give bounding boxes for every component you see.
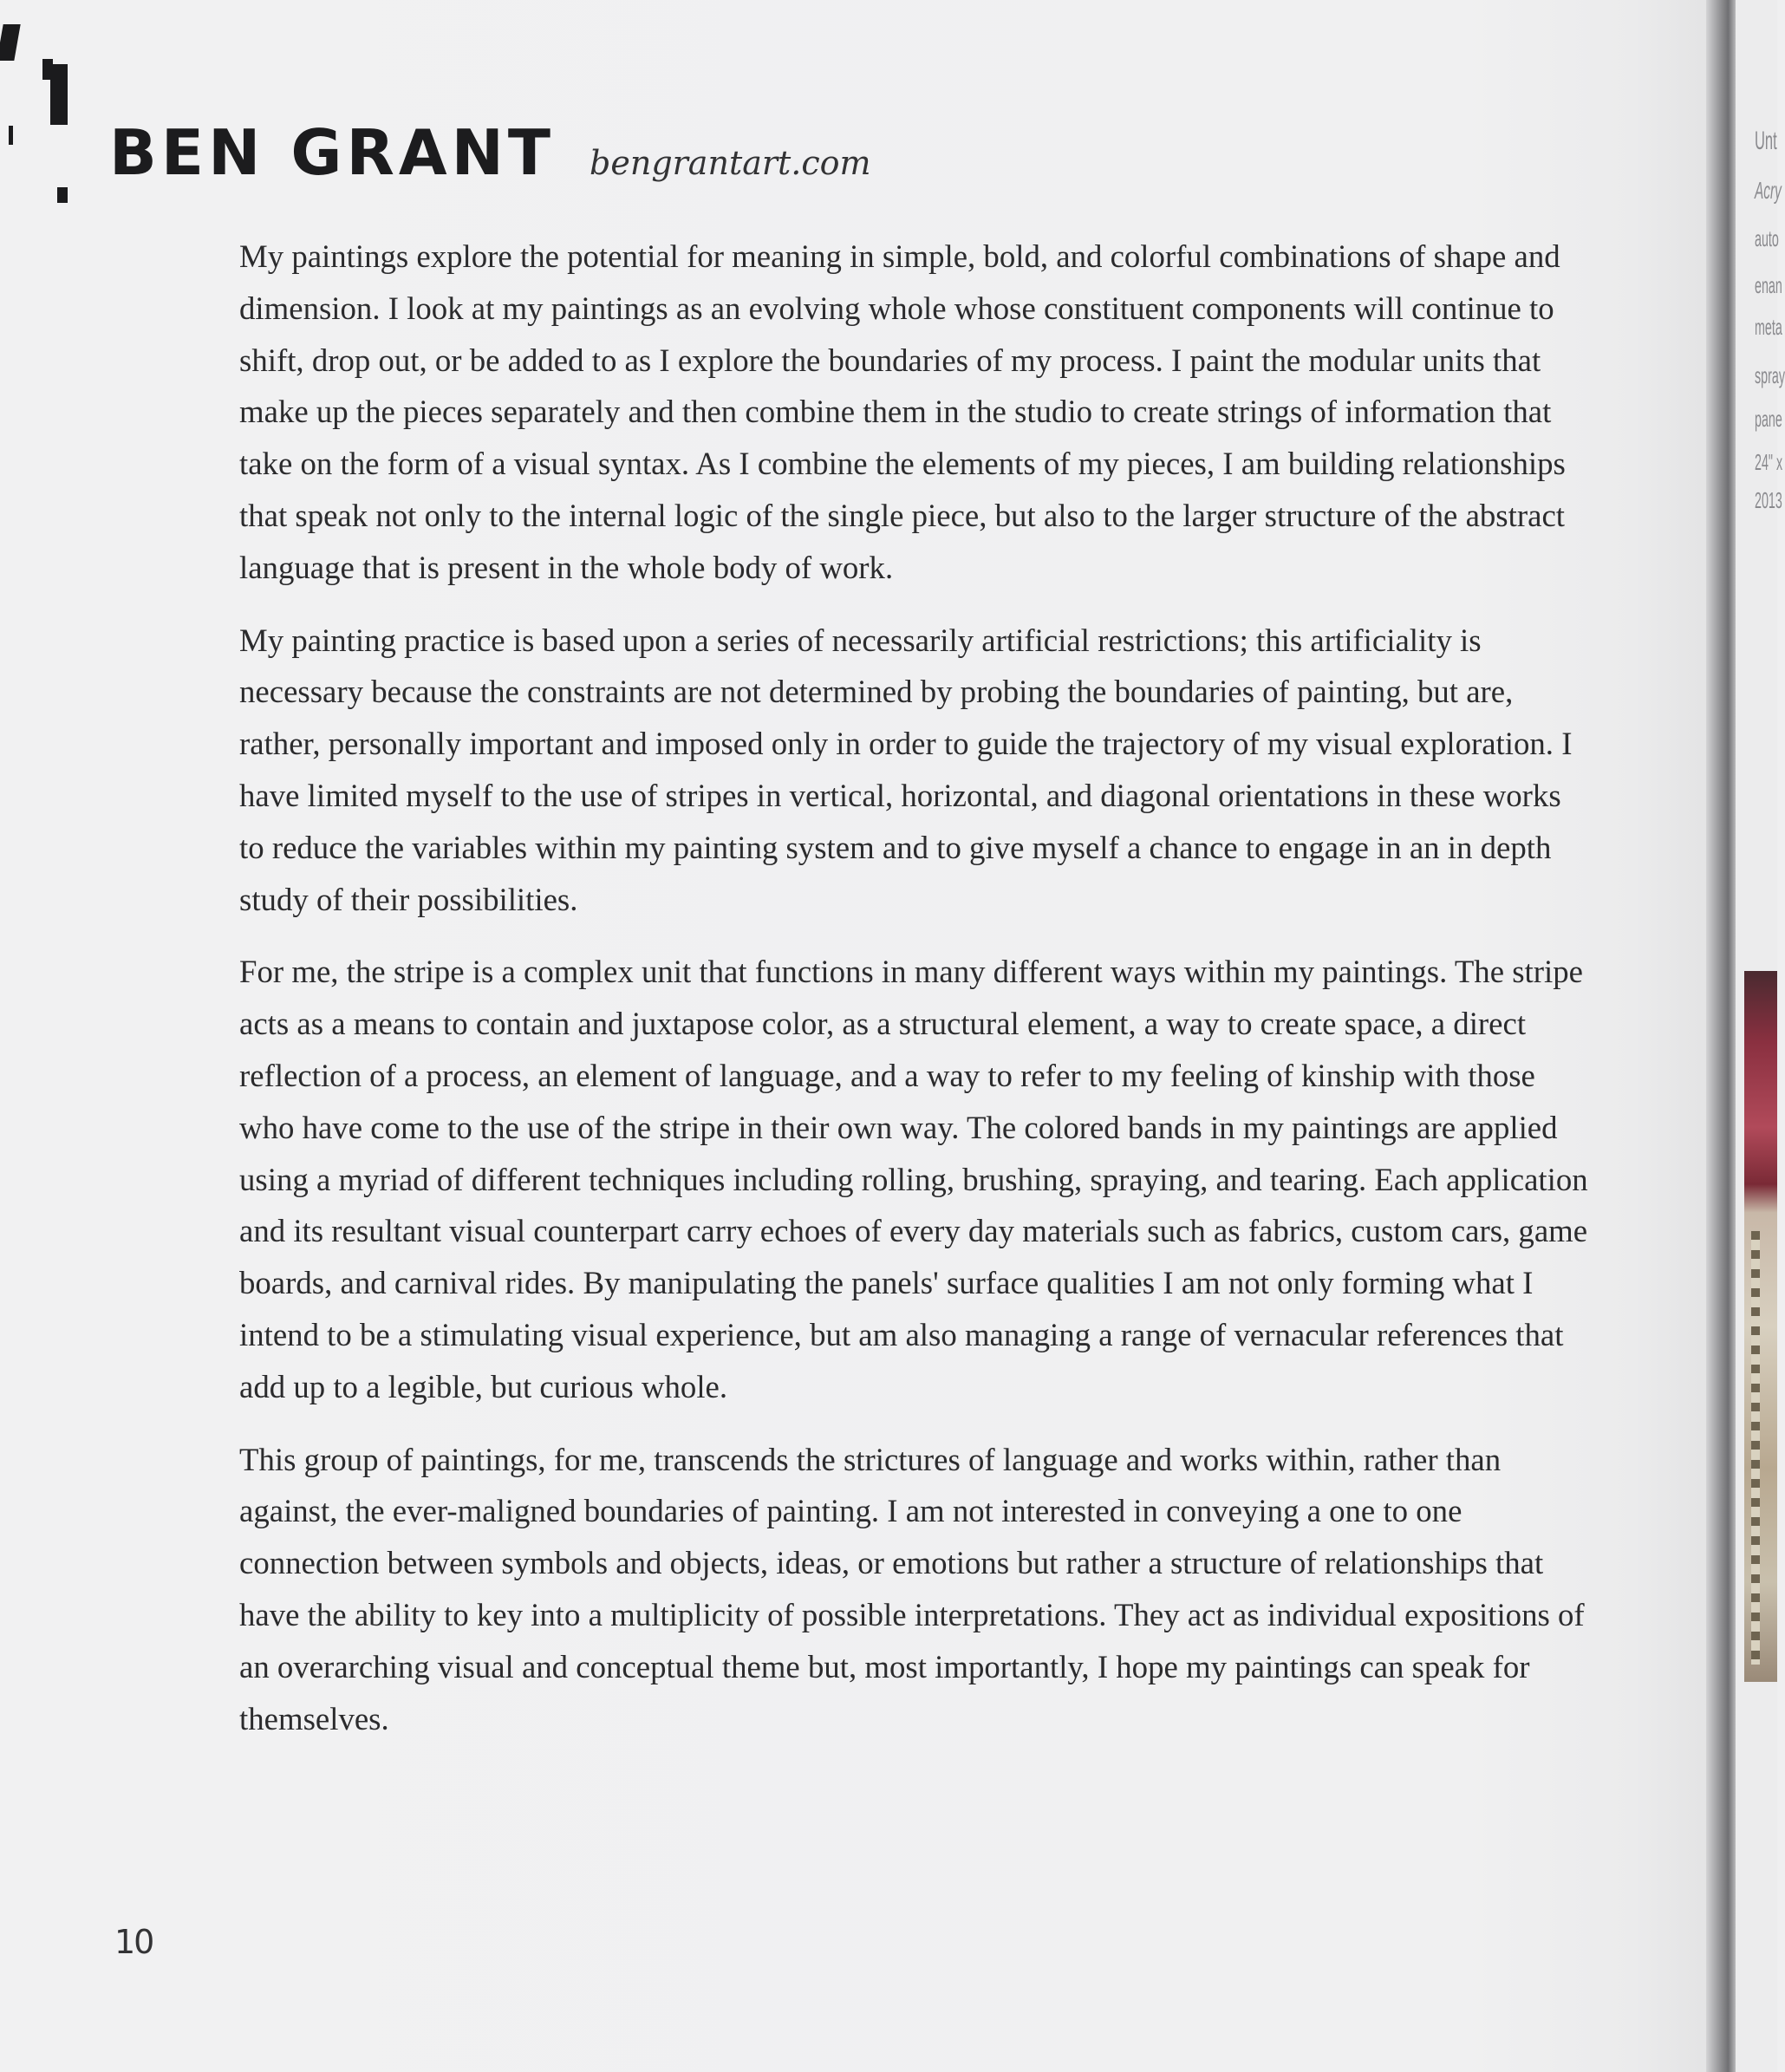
- caption-fragment: auto: [1755, 225, 1779, 251]
- logo-mark: [42, 59, 53, 80]
- caption-fragment: enan: [1755, 272, 1782, 298]
- statement-paragraph: For me, the stripe is a complex unit that functions in many different ways within my paintings. The stripe acts as a means to contain and juxtapose color, as a structural element, a way to create space, a direct reflection of a process, an element of language, and a way to refer to my feeling of kinship with those who have come to the use of the stripe in their own way. The colored bands in my paintings are applied using a myriad of different techniques including rolling, brushing, spraying, and tearing. Each application and its resultant visual counterpart carry echoes of every day materials such as fabrics, custom cars, game boards, and carnival rides. By manipulating the panels' surface qualities I am not only forming what I intend to be a stimulating visual experience, but am also managing a range of vernacular references that add up to a legible, but curious whole.: [239, 954, 1588, 1404]
- caption-fragment: 24" x: [1755, 449, 1783, 475]
- statement-paragraph: My painting practice is based upon a series of necessarily artificial restrictions; this artificiality is necessary because the constraints are not determined by probing the boundaries of painting, but are, rather, personally important and imposed only in order to guide the trajectory of my visual exploration. I have limited myself to the use of stripes in vertical, horizontal, and diagonal orientations in these works to reduce the variables within my painting system and to give myself a chance to engage in an in depth study of their possibilities.: [239, 622, 1573, 917]
- caption-fragment: meta: [1755, 314, 1782, 340]
- logo-mark: [9, 126, 13, 145]
- facing-page-edge: [1736, 0, 1785, 2072]
- logo-mark: [50, 64, 68, 125]
- facing-painting-image: [1744, 971, 1777, 1682]
- logo-mark: [57, 187, 68, 203]
- caption-fragment: pane: [1755, 406, 1782, 432]
- caption-fragment: Acry: [1755, 177, 1782, 204]
- artist-website: bengrantart.com: [590, 144, 871, 182]
- caption-fragment: 2013: [1755, 487, 1782, 513]
- statement-paragraph: This group of paintings, for me, transcends the strictures of language and works within, rather than against, the ever-maligned boundaries of painting. I am not interested in conveying a one to one connection between symbols and objects, ideas, or emotions but rather a structure of relationships that have the ability to key into a multiplicity of possible interpretations. They act as individual expositions of an overarching visual and conceptual theme but, most importantly, I hope my paintings can speak for themselves.: [239, 1441, 1585, 1736]
- artist-statement: [239, 231, 1592, 1765]
- caption-fragment: spray: [1755, 362, 1785, 388]
- book-gutter: [1706, 0, 1736, 2072]
- artist-name: BEN GRANT: [109, 116, 556, 189]
- logo-mark: [0, 24, 21, 61]
- page-header: [109, 116, 871, 189]
- statement-paragraph: My paintings explore the potential for meaning in simple, bold, and colorful combinations of shape and dimension. I look at my paintings as an evolving whole whose constituent components will continue to shift, drop out, or be added to as I explore the boundaries of my process. I paint the modular units that make up the pieces separately and then combine them in the studio to create strings of information that take on the form of a visual syntax. As I combine the elements of my pieces, I am building relationships that speak not only to the internal logic of the single piece, but also to the larger structure of the abstract language that is present in the whole body of work.: [239, 238, 1566, 585]
- page-number: 10: [114, 1923, 153, 1961]
- caption-fragment: Unt: [1755, 127, 1777, 155]
